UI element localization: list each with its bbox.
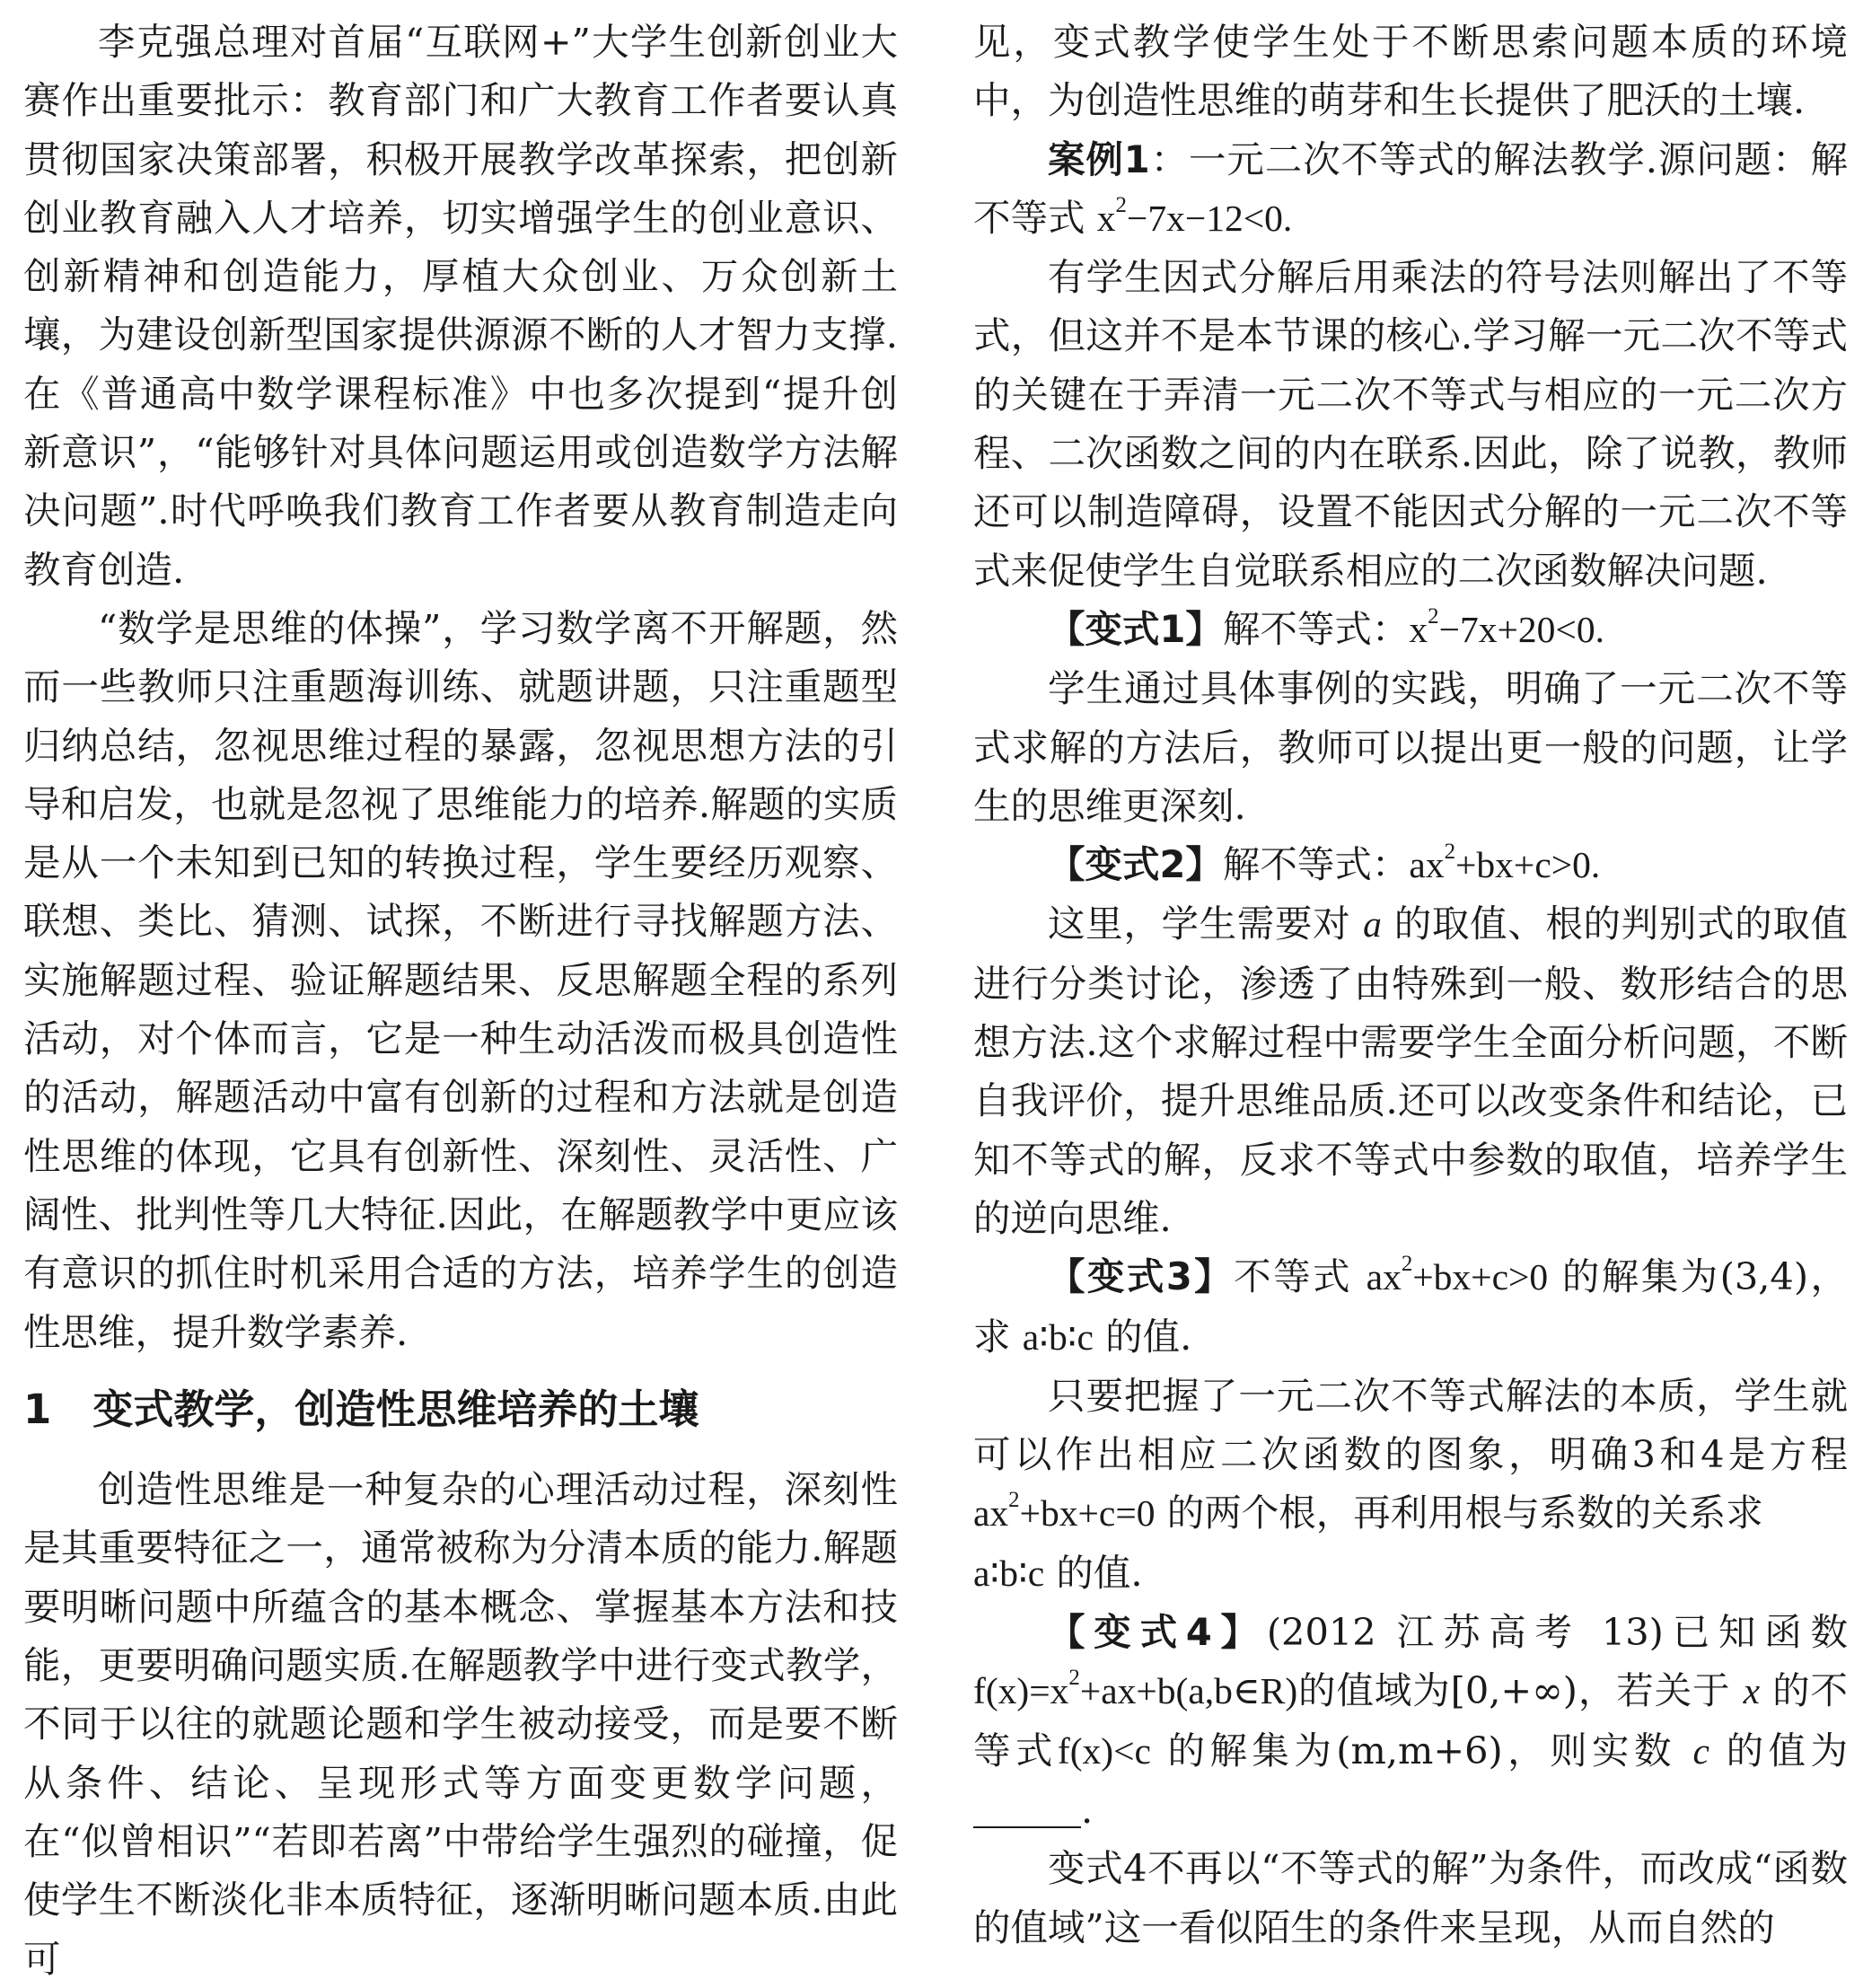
text-segment: 的值为: [1726, 1728, 1848, 1772]
case-label: 案例1: [1048, 136, 1150, 181]
variant-4-label: 【变式4】: [1048, 1610, 1267, 1655]
variant-1-label: 【变式1】: [1048, 606, 1223, 651]
left-column: [23, 13, 898, 1988]
variant-1-inequality: $x^2-7x+20<0$.: [1409, 603, 1604, 650]
variant-4: [973, 1603, 1848, 1839]
text-segment: 的解集为(m,m+6)，则实数: [1167, 1728, 1676, 1772]
paragraph-last: 变式4不再以“不等式的解”为条件，而改成“函数的值域”这一看似陌生的条件来呈现，从而自然的: [973, 1846, 1848, 1949]
text-segment: 的取值、根的判别式的取值进行分类讨论，渗透了由特殊到一般、数形结合的思想方法.这个求解过程中需要学生全面分析问题，不断自我评价，提升思维品质.还可以改变条件和结论，已知不等式的解，反求不等式中参数的取值，培养学生的逆向思维.: [973, 902, 1848, 1240]
variant-2-text: 解不等式：: [1222, 842, 1410, 887]
case-text: ：一元二次不等式的解法教学.源问题：解不等式: [973, 136, 1848, 240]
variant-3-inequality: $ax^2+bx+c>0$: [1366, 1252, 1549, 1298]
variant-1-text: 解不等式：: [1222, 606, 1410, 651]
paragraph-continued: 见，变式教学使学生处于不断思索问题本质的环境中，为创造性思维的萌芽和生长提供了肥沃的土壤.: [973, 20, 1848, 123]
paragraph-after-variant-3: [973, 1367, 1848, 1603]
text-segment: .: [1081, 1787, 1094, 1832]
paragraph-after-variant-1: 学生通过具体事例的实践，明确了一元二次不等式求解的方法后，教师可以提出更一般的问题，让学生的思维更深刻.: [973, 666, 1848, 828]
text-segment: 的解集为(3,4)，求: [973, 1254, 1848, 1359]
text-segment: 的两个根，再利用根与系数的关系求: [1166, 1491, 1763, 1535]
variant-3-ratio: a∶b∶c: [1022, 1315, 1094, 1358]
right-column: [973, 13, 1848, 1957]
variant-2-inequality: $ax^2+bx+c>0$.: [1409, 840, 1601, 886]
math-var-c: c: [1692, 1729, 1709, 1772]
answer-blank: [973, 1789, 1081, 1828]
paragraph-variant-teaching: 创造性思维是一种复杂的心理活动过程，深刻性是其重要特征之一，通常被称为分清本质的能力.解题要明晰问题中所蕴含的基本概念、掌握基本方法和技能，更要明确问题实质.在解题教学中进行变式教学，不同于以往的就题论题和学生被动接受，而是要不断从条件、结论、呈现形式等方面变更数学问题，在“似曾相识”“若即若离”中带给学生强烈的碰撞，促使学生不断淡化非本质特征，逐渐明晰问题本质.由此可: [23, 1467, 898, 1981]
function-expression: $x^2+ax+b(a,b\in R)$: [1050, 1666, 1298, 1712]
case-1: [973, 130, 1848, 249]
section-heading: [23, 1380, 898, 1438]
ratio: a∶b∶c: [973, 1552, 1045, 1594]
text-segment: 这里，学生需要对: [1048, 902, 1351, 946]
math-var-x: x: [1743, 1670, 1760, 1712]
text-segment: 的值.: [1105, 1314, 1192, 1359]
text-segment: 的值.: [1056, 1550, 1143, 1595]
variant-3: [973, 1247, 1848, 1367]
paragraph-intro: 李克强总理对首届“互联网+”大学生创新创业大赛作出重要批示：教育部门和广大教育工作者要认真贯彻国家决策部署，积极开展教学改革探索，把创新创业教育融入人才培养，切实增强学生的创业意识、创新精神和创造能力，厚植大众创业、万众创新土壤，为建设创新型国家提供源源不断的人才智力支撑.在《普通高中数学课程标准》中也多次提到“提升创新意识”，“能够针对具体问题运用或创造数学方法解决问题”.时代呼唤我们教育工作者要从教育制造走向教育创造.: [23, 20, 898, 592]
text-segment: (2012 江苏高考 13)已知函数: [1266, 1610, 1848, 1655]
variant-1: [973, 600, 1848, 659]
text-segment: 只要把握了一元二次不等式解法的本质，学生就可以作出相应二次函数的图象，明确3和4是方程: [973, 1373, 1848, 1477]
variant-3-label: 【变式3】: [1048, 1254, 1235, 1299]
math-var-a: a: [1363, 903, 1382, 946]
section-number: 1: [23, 1385, 52, 1433]
text-segment: 的值域为[0,+∞)，若关于: [1297, 1668, 1731, 1713]
section-title: 变式教学，创造性思维培养的土壤: [92, 1385, 699, 1433]
function-fx: f(x)=: [973, 1670, 1050, 1712]
paragraph-after-variant-2: [973, 894, 1848, 1247]
paragraph-after-case: 有学生因式分解后用乘法的符号法则解出了不等式，但这并不是本节课的核心.学习解一元二次不等式的关键在于弄清一元二次不等式与相应的一元二次方程、二次函数之间的内在联系.因此，除了说教，教师还可以制造障碍，设置不能因式分解的一元二次不等式来促使学生自觉联系相应的二次函数解决问题.: [973, 255, 1848, 593]
inequality-fx-c: f(x)<c: [1057, 1729, 1151, 1772]
equation: $ax^2+bx+c=0$: [973, 1488, 1156, 1535]
variant-2: [973, 835, 1848, 894]
text-segment: 的不等式: [973, 1668, 1848, 1772]
text-segment: 不等式: [1234, 1254, 1352, 1299]
variant-2-label: 【变式2】: [1048, 842, 1223, 887]
paragraph-problem-solving: “数学是思维的体操”，学习数学离不开解题，然而一些教师只注重题海训练、就题讲题，只注重题型归纳总结，忽视思维过程的暴露，忽视思想方法的引导和启发，也就是忽视了思维能力的培养.解题的实质是从一个未知到已知的转换过程，学生要经历观察、联想、类比、猜测、试探，不断进行寻找解题方法、实施解题过程、验证解题结果、反思解题全程的系列活动，对个体而言，它是一种生动活泼而极具创造性的活动，解题活动中富有创新的过程和方法就是创造性思维的体现，它具有创新性、深刻性、灵活性、广阔性、批判性等几大特征.因此，在解题教学中更应该有意识的抓住时机采用合适的方法，培养学生的创造性思维，提升数学素养.: [23, 605, 898, 1354]
case-inequality: $x^2-7x-12<0$.: [1096, 192, 1293, 239]
